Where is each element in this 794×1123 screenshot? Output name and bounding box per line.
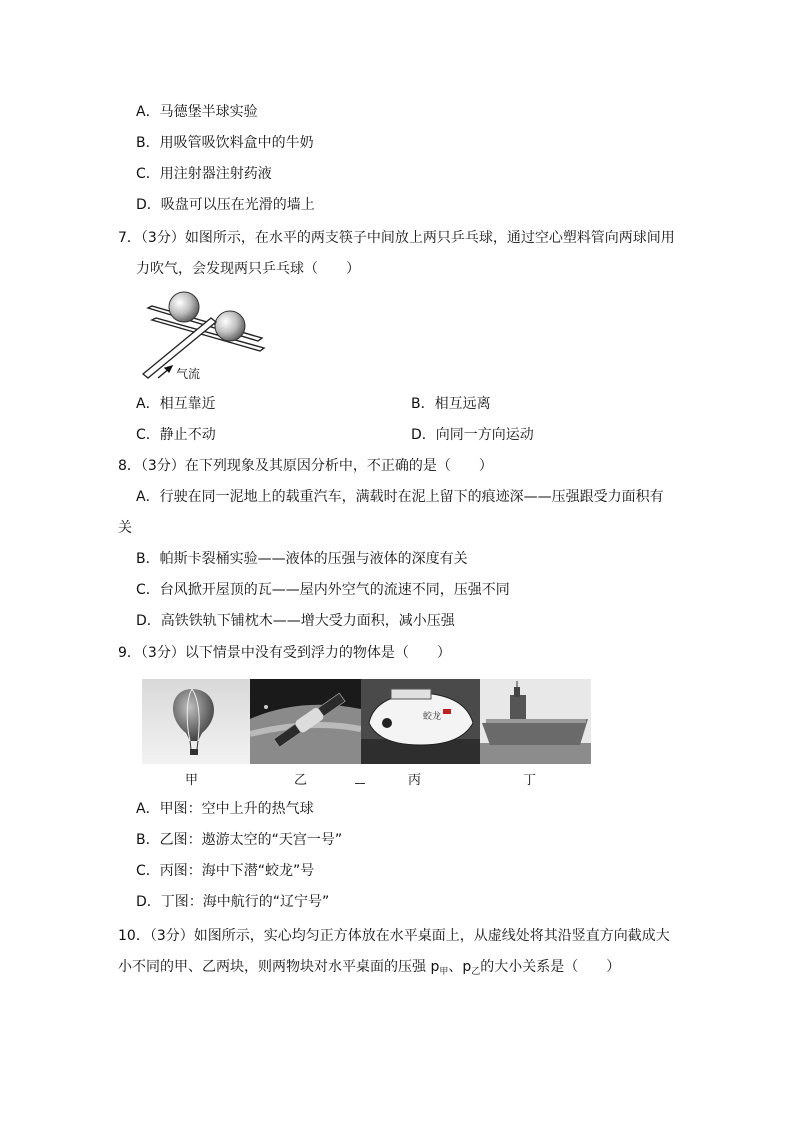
caption-ding: 丁	[523, 773, 537, 788]
q9-option-c: C．丙图：海中下潜“蛟龙”号	[136, 863, 315, 879]
q7-figure	[138, 288, 278, 384]
ping-pong-ball-left	[169, 292, 199, 322]
q10-separator: 、p	[448, 959, 472, 975]
q8-option-b: B．帕斯卡裂桶实验——液体的压强与液体的深度有关	[136, 551, 468, 567]
q9-stem: 9．（3分）以下情景中没有受到浮力的物体是（ ）	[118, 645, 451, 661]
ping-pong-ball-right	[215, 311, 245, 341]
q10-stem-line1: 10．（3分）如图所示，实心均匀正方体放在水平桌面上，从虚线处将其沿竖直方向截成大	[118, 928, 670, 944]
q7-option-b: B．相互远离	[411, 396, 491, 412]
tiangong-spacecraft-photo	[250, 679, 361, 764]
q6-option-a: A．马德堡半球实验	[136, 104, 258, 120]
q10-subscript-yi: 乙	[471, 967, 481, 977]
q10-text-a: 小不同的甲、乙两块，则两物块对水平桌面的压强 p	[118, 959, 440, 975]
q9-option-b: B．乙图：遨游太空的“天宫一号”	[136, 832, 343, 848]
q7-option-d: D．向同一方向运动	[411, 427, 534, 443]
q10-subscript-jia: 甲	[439, 967, 449, 977]
q6-option-c: C．用注射器注射药液	[136, 166, 272, 182]
q8-option-c: C．台风掀开屋顶的瓦——屋内外空气的流速不同，压强不同	[136, 582, 510, 598]
caption-bing: 丙	[408, 773, 422, 788]
q9-option-d: D．丁图：海中航行的“辽宁号”	[136, 894, 330, 910]
liaoning-carrier-photo	[480, 679, 591, 764]
caption-yi: 乙	[294, 773, 308, 788]
q8-stem: 8．（3分）在下列现象及其原因分析中，不正确的是（ ）	[118, 458, 493, 474]
q7-option-a: A．相互靠近	[136, 396, 216, 412]
q8-option-a-line1: A．行驶在同一泥地上的载重汽车，满载时在泥上留下的痕迹深——压强跟受力面积有	[136, 489, 664, 505]
hot-air-balloon-photo	[142, 679, 250, 764]
q7-stem-line2: 力吹气，会发现两只乒乓球（ ）	[136, 261, 360, 277]
jiaolong-submersible-photo	[361, 679, 480, 764]
q7-option-c: C．静止不动	[136, 427, 216, 443]
q8-option-d: D．高铁铁轨下铺枕木——增大受力面积，减小压强	[136, 613, 455, 629]
q10-stem-line2	[118, 957, 620, 982]
q6-option-d: D．吸盘可以压在光滑的墙上	[136, 197, 315, 213]
divider	[355, 783, 365, 784]
q8-option-a-line2: 关	[118, 520, 132, 536]
q7-stem-line1: 7．（3分）如图所示，在水平的两支筷子中间放上两只乒乓球，通过空心塑料管向两球间用	[118, 230, 675, 246]
q6-option-b: B．用吸管吸饮料盒中的牛奶	[136, 135, 314, 151]
q10-text-b: 的大小关系是（ ）	[480, 959, 621, 975]
submersible-hull-marking: 蛟龙	[423, 712, 442, 722]
caption-jia: 甲	[185, 773, 199, 788]
q9-option-a: A．甲图：空中上升的热气球	[136, 801, 314, 817]
q7-figure-label: 气流	[176, 367, 201, 381]
